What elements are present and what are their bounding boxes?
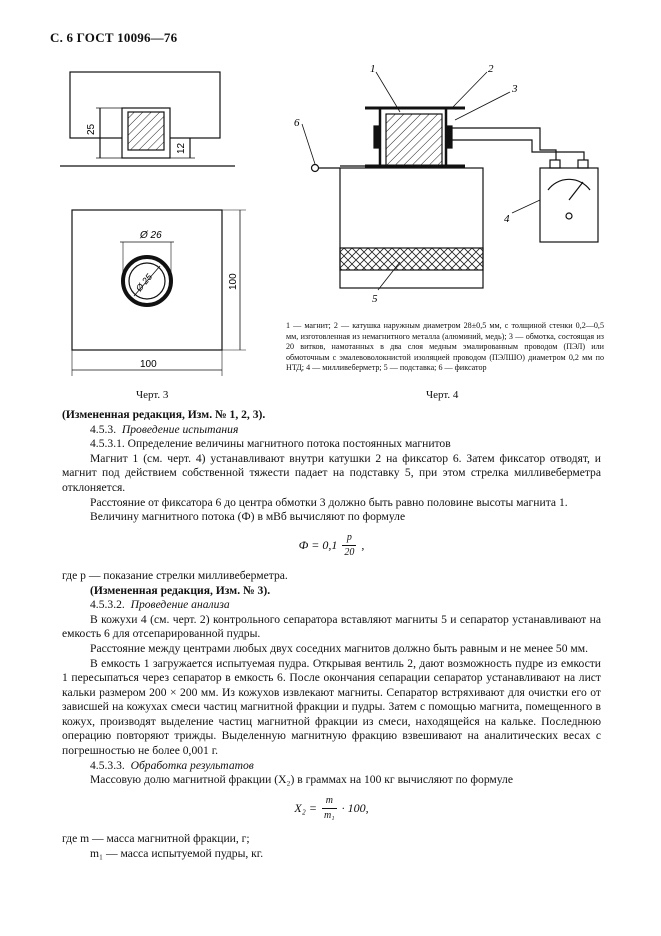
paragraph-where-p: где p — показание стрелки милливеберметра.	[62, 568, 288, 582]
formula-mass-left: X₂ =	[294, 800, 317, 815]
section-title: Обработка результатов	[130, 758, 254, 772]
paragraph-casings: В кожухи 4 (см. черт. 2) контрольного сепаратора вставляют магниты 5 и сепаратор устанавливают на емкость 6 для отсепарированной пудры.	[62, 612, 601, 641]
formula-flux-end: ,	[361, 537, 365, 552]
fig3-dim-12: 12	[176, 142, 187, 154]
body-text	[62, 408, 601, 861]
fig4-label-5: 5	[372, 293, 378, 305]
fig4-label-1: 1	[370, 63, 376, 75]
fig4-caption: Черт. 4	[426, 389, 459, 401]
fig3-dim-25: 25	[86, 123, 97, 135]
section-title: Проведение анализа	[130, 598, 230, 612]
formula-mass-fraction	[62, 794, 601, 824]
fig3-dim-100-v: 100	[228, 273, 239, 290]
paragraph-separation: В емкость 1 загружается испытуемая пудра. Открывая вентиль 2, дают возможность пудре из емкости 1 пересыпаться через сепаратор в емкость 6. После окончания сепарации сепаратор устанавливают на лист кальки размером 200 × 200 мм. Из кожухов извлекают магниты. Сепаратор встряхивают для очистки его от зависшей на кожухах смеси частиц магнитной фракции и пудры. Затем с помощью магнита, помещенного в кожух, производят выделение частиц магнитной фракции из смеси, находящейся на кальке. Последнюю операцию повторяют трижды. Выделенную магнитную фракцию взвешивают на аналитических весах с погрешностью не более 0,001 г.	[62, 656, 601, 758]
section-number: 4.5.3.2.	[90, 598, 125, 612]
section-title: Проведение испытания	[121, 422, 239, 436]
section-4-5-3	[62, 423, 601, 438]
fig4-legend: 1 — магнит; 2 — катушка наружным диаметром 28±0,5 мм, с толщиной стенки 0,2—0,5 мм, изготовленная из немагнитного металла (алюминий, медь); 3 — обмотка, состоящая из 20 витков, намотанных в два слоя медным эмалированным проводом (ПЭЛ) или обмоточным с эмалевоволокнистой изоляцией проводом (ПЭЛШО) диаметром 0,2 мм по НТД; 4 — милливеберметр; 5 — подставка; 6 — фиксатор	[286, 321, 604, 373]
fig4-label-4: 4	[504, 213, 510, 225]
fig3-side-view	[60, 72, 235, 166]
paragraph-where-m1: m₁ — масса испытуемой пудры, кг.	[90, 846, 264, 860]
section-4-5-3-1: 4.5.3.1. Определение величины магнитного потока постоянных магнитов	[90, 437, 451, 451]
fig4-label-2: 2	[488, 63, 494, 75]
fig4-label-6: 6	[294, 117, 300, 129]
amendment-note-1: (Измененная редакция, Изм. № 1, 2, 3).	[62, 408, 266, 421]
fig3-dim-d26: Ø 26	[140, 230, 162, 241]
paragraph-where-m: где m — масса магнитной фракции, г;	[62, 832, 250, 846]
formula-flux-numerator: p	[342, 531, 356, 547]
formula-flux-denominator: 20	[344, 547, 355, 559]
formula-flux	[62, 531, 601, 561]
paragraph-mass-fraction: Массовую долю магнитной фракции (X₂) в граммах на 100 кг вычисляют по формуле	[90, 773, 513, 787]
fig3-caption: Черт. 3	[136, 389, 169, 401]
paragraph-flux: Величину магнитного потока (Ф) в мВб вычисляют по формуле	[90, 510, 406, 524]
fig3-dim-d25: Ø 25	[133, 271, 155, 294]
amendment-note-2: (Измененная редакция, Изм. № 3).	[90, 583, 271, 597]
formula-flux-fraction	[342, 531, 356, 561]
formula-mass-denominator: m₁	[323, 810, 335, 822]
fig4-apparatus	[302, 72, 598, 290]
fig4-label-3: 3	[512, 83, 518, 95]
formula-flux-left: Ф = 0,1	[298, 537, 338, 552]
paragraph-distance: Расстояние от фиксатора 6 до центра обмотки 3 должно быть равно половине высоты магнита 1.	[90, 495, 568, 509]
paragraph-magnet: Магнит 1 (см. черт. 4) устанавливают внутри катушки 2 на фиксатор 6. Затем фиксатор отводят, и магнит под действием собственной тяжести падает на подставку 5, при этом стрелка милливеберметра отклоняется.	[62, 451, 601, 494]
section-4-5-3-3	[62, 759, 601, 774]
section-number: 4.5.3.	[90, 422, 117, 436]
formula-mass-end: · 100,	[341, 800, 369, 815]
paragraph-magnet-spacing: Расстояние между центрами любых двух соседних магнитов должно быть равным и не менее 50 мм.	[90, 641, 588, 655]
section-4-5-3-2	[62, 598, 601, 613]
fig3-dim-100-h: 100	[140, 359, 157, 370]
page-header: С. 6 ГОСТ 10096—76	[50, 30, 178, 45]
formula-mass-fraction-frac	[322, 794, 337, 824]
formula-mass-numerator: m	[322, 794, 337, 810]
section-number: 4.5.3.3.	[90, 758, 125, 772]
